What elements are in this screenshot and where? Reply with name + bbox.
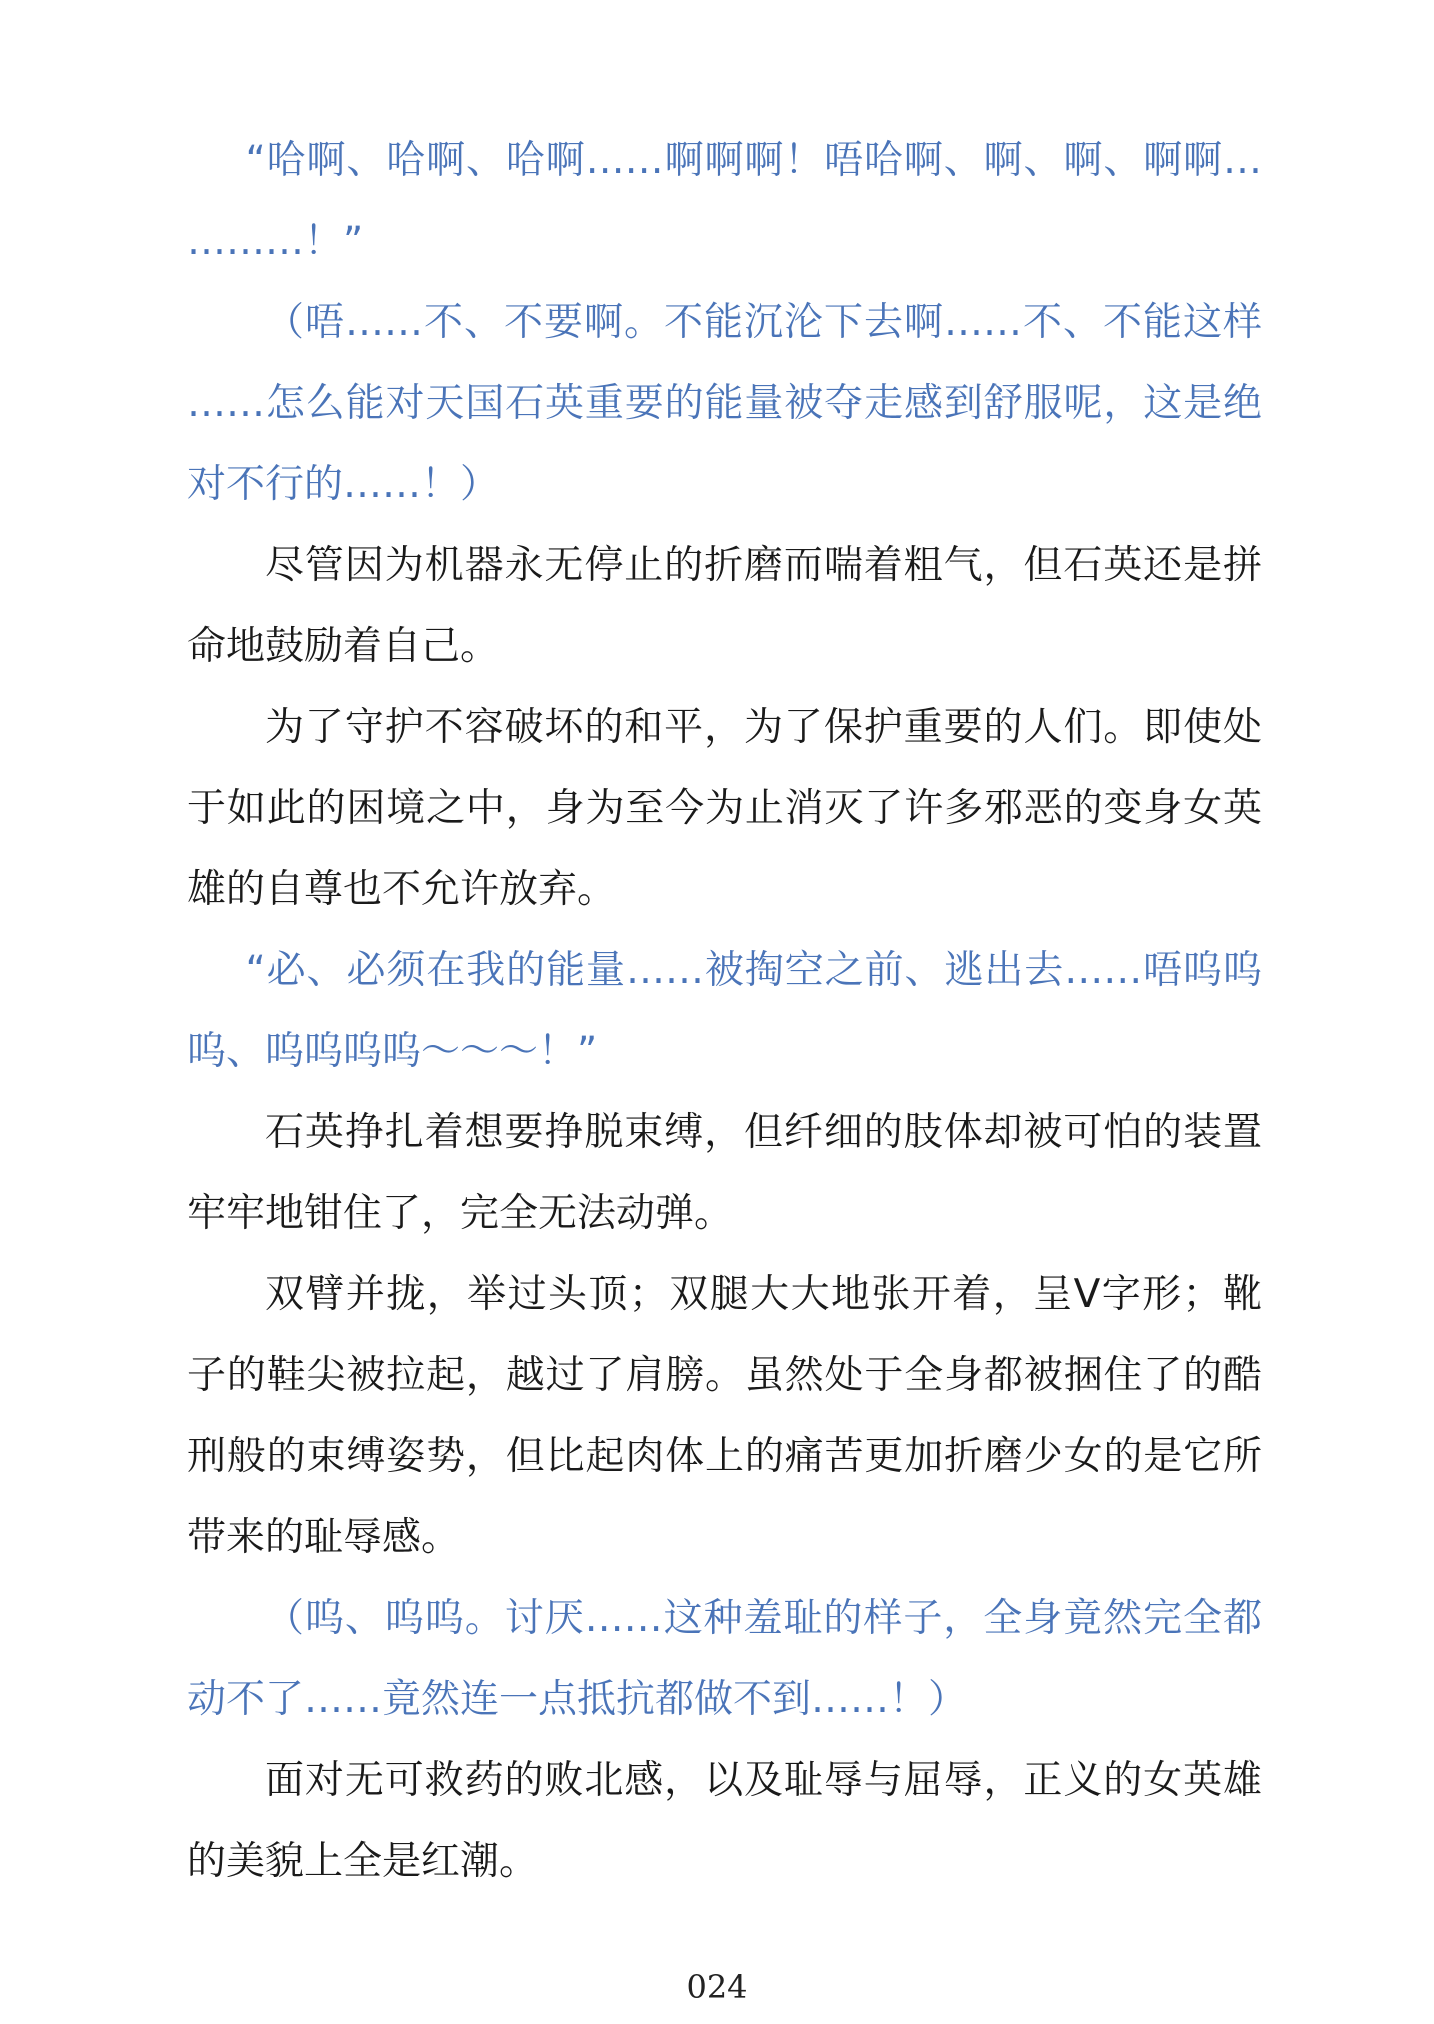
narration-paragraph: 面对无可救药的败北感，以及耻辱与屈辱，正义的女英雄的美貌上全是红潮。 — [187, 1758, 1262, 1884]
page-body — [187, 120, 1262, 1902]
narration-paragraph: 石英挣扎着想要挣脱束缚，但纤细的肢体却被可怕的装置牢牢地钳住了，完全无法动弹。 — [187, 1110, 1262, 1236]
narration-paragraph: 为了守护不容破坏的和平，为了保护重要的人们。即使处于如此的困境之中，身为至今为止消灭了许多邪恶的变身女英雄的自尊也不允许放弃。 — [187, 705, 1262, 912]
page-number: 024 — [686, 1968, 748, 2006]
narration-paragraph: 双臂并拢，举过头顶；双腿大大地张开着，呈Ⅴ字形；靴子的鞋尖被拉起，越过了肩膀。虽然处于全身都被捆住了的酷刑般的束缚姿势，但比起肉体上的痛苦更加折磨少女的是它所带来的耻辱感。 — [187, 1272, 1262, 1560]
thought-paragraph: （唔……不、不要啊。不能沉沦下去啊……不、不能这样……怎么能对天国石英重要的能量被夺走感到舒服呢，这是绝对不行的……！） — [187, 300, 1262, 507]
thought-paragraph: （呜、呜呜。讨厌……这种羞耻的样子，全身竟然完全都动不了……竟然连一点抵抗都做不到……！） — [187, 1596, 1262, 1722]
narration-paragraph: 尽管因为机器永无停止的折磨而喘着粗气，但石英还是拼命地鼓励着自己。 — [187, 543, 1262, 669]
dialogue-paragraph: “必、必须在我的能量……被掏空之前、逃出去……唔呜呜呜、呜呜呜呜～～～！” — [187, 948, 1262, 1074]
dialogue-paragraph: “哈啊、哈啊、哈啊……啊啊啊！唔哈啊、啊、啊、啊啊…………！” — [187, 138, 1262, 264]
